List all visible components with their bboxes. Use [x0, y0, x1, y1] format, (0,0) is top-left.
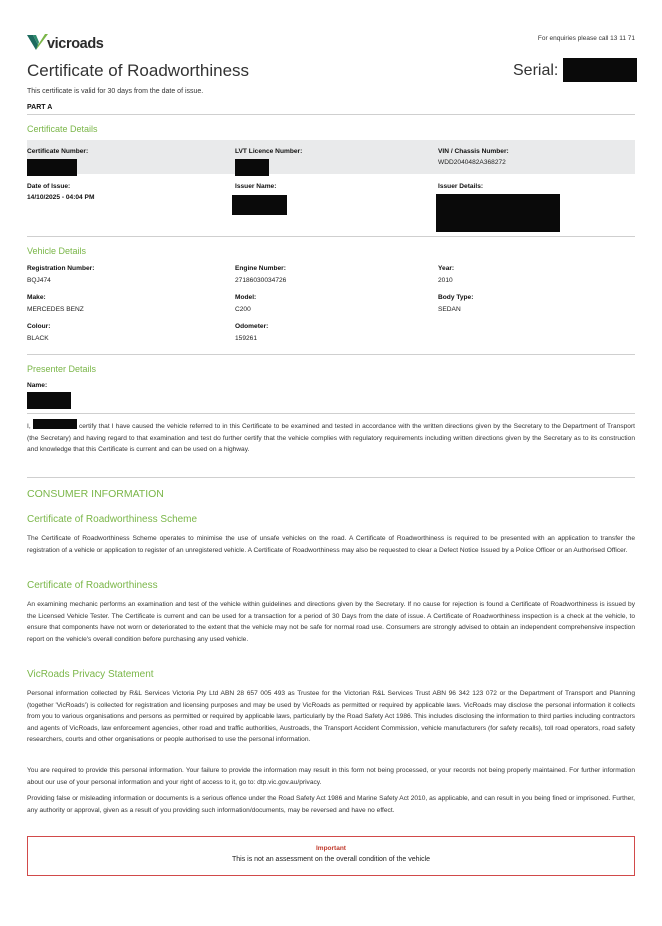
certificate-number-label: Certificate Number: — [27, 148, 89, 155]
make-label: Make: — [27, 294, 46, 301]
privacy-text-2: You are required to provide this personal information. Your failure to provide the information may result in this form not being processed, or your records not being properly maintained. For further information about our use of your personal information and your right of access to it, go to: dtp.vic.gov.au/privacy. — [27, 767, 635, 786]
cor-heading: Certificate of Roadworthiness — [27, 580, 158, 591]
year-label: Year: — [438, 265, 455, 272]
odometer-value: 159261 — [235, 335, 258, 342]
vehicle-details-heading: Vehicle Details — [27, 246, 87, 256]
important-label: Important — [316, 845, 346, 852]
date-of-issue-label: Date of Issue: — [27, 183, 71, 190]
date-of-issue-value: 14/10/2025 - 04:04 PM — [27, 194, 95, 201]
divider — [27, 236, 635, 237]
presenter-name-label: Name: — [27, 382, 48, 389]
part-label: PART A — [27, 104, 53, 111]
logo-text: vicroads — [47, 36, 104, 52]
certificate-details-heading: Certificate Details — [27, 124, 98, 134]
issuer-details-label: Issuer Details: — [438, 183, 484, 190]
vicroads-check-icon — [27, 32, 49, 54]
privacy-heading: VicRoads Privacy Statement — [27, 669, 154, 680]
divider — [27, 477, 635, 478]
privacy-text-1: Personal information collected by R&L Services Victoria Pty Ltd ABN 28 657 005 493 as Trustee for the Victorian R&L Services Trust ABN 96 342 123 072 or the Department of Transport and Planning (together 'VicRoads') is collected for registration and licensing purposes and may be used by VicRoads as permitted or required by applicable laws. VicRoads may disclose the personal information it collects from you to various organisations and persons as permitted or required by applicable laws, particularly by the Road Safety Act 1986. This includes disclosing the information to third parties including contractors and agents of VicRoads, law enforcement agencies, other road and traffic authorities, Austroads, the Transport Accident Commission, vehicle manufacturers (for safety recalls), toll road operators, road safety researchers, courts and other organisations or people authorised to use the personal information. — [27, 690, 635, 743]
lvt-licence-redaction — [235, 159, 269, 176]
declaration-text — [27, 419, 635, 456]
privacy-text-3: Providing false or misleading information or documents is a serious offence under the Road Safety Act 1986 and Marine Safety Act 2010, as applicable, and can result in you being fined or imprisoned. Further, any authority or approval, given as a result of you providing such information/documents, may be reversed and have no effect. — [27, 795, 635, 814]
issuer-details-redaction — [436, 194, 560, 232]
model-label: Model: — [235, 294, 257, 301]
presenter-name-redaction — [27, 392, 71, 409]
engine-label: Engine Number: — [235, 265, 286, 272]
cor-text: An examining mechanic performs an examination and test of the vehicle within guidelines and directions given by the Secretary. If no cause for rejection is found a Certificate of Roadworthiness is issued by the Licensed Vehicle Tester. The Certificate is current and can be used for a transaction for a period of 30 Days from the date of issue. A Certificate of Roadworthiness inspection is a check at the vehicle, to ensure that components have not worn or deteriorated to the extent that the vehicle may not be safe for normal road use. Consumers are strongly advised to obtain an independent comprehensive inspection report on the vehicle's overall condition before purchasing any used vehicle. — [27, 601, 635, 643]
engine-value: 27186030034726 — [235, 277, 287, 284]
colour-value: BLACK — [27, 335, 49, 342]
body-type-label: Body Type: — [438, 294, 474, 301]
declaration-prefix: I, — [27, 423, 31, 430]
divider — [27, 114, 635, 115]
certificate-number-redaction — [27, 159, 77, 176]
issuer-name-redaction — [232, 195, 287, 215]
scheme-heading: Certificate of Roadworthiness Scheme — [27, 514, 198, 525]
consumer-information-heading: CONSUMER INFORMATION — [27, 488, 164, 500]
serial-redaction — [563, 58, 637, 82]
declaration-body: certify that I have caused the vehicle referred to in this Certificate to be examined and tested in accordance with the written directions given by the Secretary to the Department of Transport (the Secretary) and having regard to that examination and test do further certify that the vehicle complies with regulatory requirements including written directions given by the Secretary as to its construction and knowledge that this Certificate is current and can be used on a highway. — [27, 423, 635, 453]
odometer-label: Odometer: — [235, 323, 269, 330]
body-type-value: SEDAN — [438, 306, 461, 313]
lvt-licence-label: LVT Licence Number: — [235, 148, 303, 155]
enquiries-text: For enquiries please call 13 11 71 — [537, 35, 635, 42]
page-title: Certificate of Roadworthiness — [27, 61, 250, 80]
declarant-redaction — [33, 419, 77, 429]
make-value: MERCEDES BENZ — [27, 306, 84, 313]
vin-label: VIN / Chassis Number: — [438, 148, 509, 155]
divider — [27, 413, 635, 414]
serial-label: Serial: — [513, 62, 559, 79]
scheme-text: The Certificate of Roadworthiness Scheme operates to minimise the use of unsafe vehicles on the road. A Certificate of Roadworthiness is required to be presented with an application to transfer the registration of a vehicle or application to register of an unregistered vehicle. A Certificate of Roadworthiness may also be requested to clear a Defect Notice Issued by a Police Officer or an Authorised Officer. — [27, 535, 635, 554]
year-value: 2010 — [438, 277, 453, 284]
divider — [27, 354, 635, 355]
important-notice — [27, 836, 635, 876]
registration-value: BQJ474 — [27, 277, 51, 284]
colour-label: Colour: — [27, 323, 51, 330]
presenter-details-heading: Presenter Details — [27, 364, 97, 374]
certificate-details-band — [27, 140, 635, 174]
important-text: This is not an assessment on the overall condition of the vehicle — [231, 856, 431, 863]
vin-value: WDD2040482A368272 — [438, 159, 506, 166]
vicroads-logo — [27, 32, 117, 54]
validity-text: This certificate is valid for 30 days from the date of issue. — [27, 88, 204, 95]
model-value: C200 — [235, 306, 251, 313]
registration-label: Registration Number: — [27, 265, 95, 272]
issuer-name-label: Issuer Name: — [235, 183, 277, 190]
